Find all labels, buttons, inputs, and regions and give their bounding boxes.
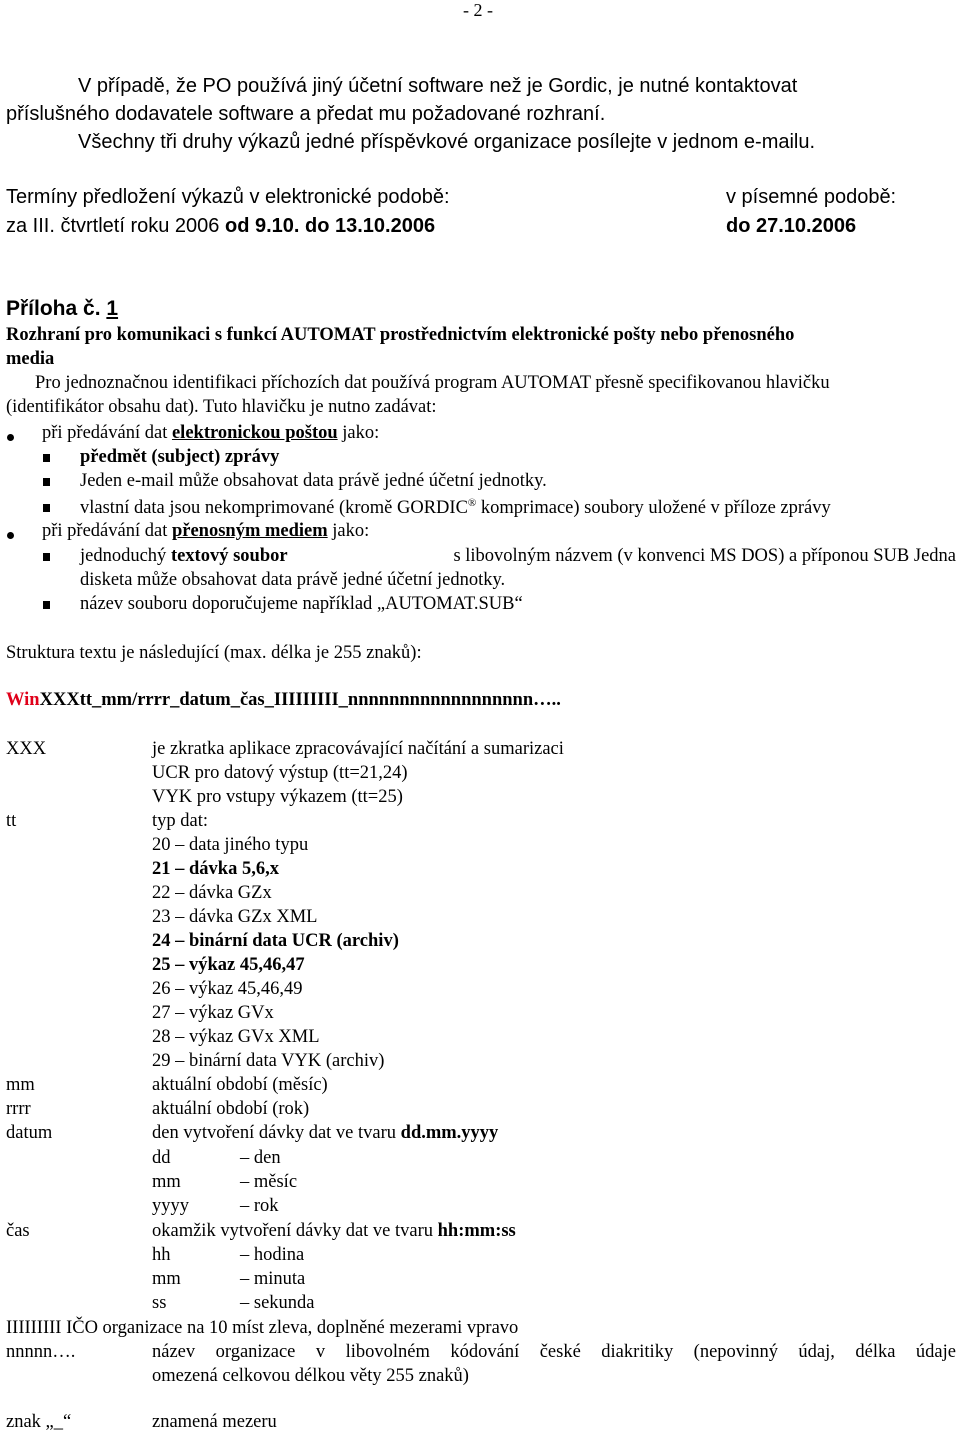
email-bullet-emphasis: elektronickou poštou [171,423,338,443]
media-item-1-line-2: disketa může obsahovat data právě jedné účetní jednotky. [80,570,506,590]
registered-mark-icon: ® [467,497,477,509]
email-bullet-prefix: při předávání dat [42,423,172,443]
terms-period-prefix: za III. čtvrtletí roku 2006 [6,215,225,237]
def-cas-part [152,1269,305,1290]
media-item-1-b: textový soubor [170,546,288,566]
def-term-datum: datum [6,1123,53,1143]
annex-para-line-1: Pro jednoznačnou identifikaci příchozích dat používá program AUTOMAT přesně specifikovanou hlavičku [35,373,830,393]
def-term-xxx: XXX [6,739,47,759]
structure-format [6,690,561,711]
def-tt-item-25: 25 – výkaz 45,46,47 [152,955,305,975]
terms-written-date: do 27.10.2006 [726,215,857,237]
intro-line-1: V případě, že PO používá jiný účetní software než je Gordic, je nutné kontaktovat [78,75,798,97]
annex-para-line-2: (identifikátor obsahu dat). Tuto hlavičku je nutno zadávat: [6,397,437,417]
def-term-cas: čas [6,1221,30,1241]
part-code: dd [152,1148,171,1168]
bullet-dot-icon [7,434,14,441]
part-text: – minuta [240,1269,306,1289]
structure-format-win: Win [6,690,40,710]
media-bullet [42,521,369,542]
email-item-3 [80,497,831,519]
def-tt-item-29: 29 – binární data VYK (archiv) [152,1051,385,1071]
square-bullet-icon [43,504,50,512]
part-text: – den [240,1148,281,1168]
def-mm: aktuální období (měsíc) [152,1075,328,1095]
def-cas-format: hh:mm:ss [437,1221,516,1241]
def-tt-item-22: 22 – dávka GZx [152,883,272,903]
intro-line-3: Všechny tři druhy výkazů jedné příspěvkové organizace posílejte v jednom e-mailu. [78,131,816,153]
intro-line-2: příslušného dodavatele software a předat mu požadované rozhraní. [6,103,606,125]
def-datum-format: dd.mm.yyyy [400,1123,499,1143]
part-code: ss [152,1293,167,1313]
part-text: – hodina [240,1245,305,1265]
def-term-nnnn: nnnnn…. [6,1342,76,1362]
terms-electronic-dates: od 9.10. do 13.10.2006 [224,215,436,237]
part-text: – měsíc [240,1172,298,1192]
page-number: - 2 - [463,0,493,20]
def-term-mm: mm [6,1075,35,1095]
email-bullet [42,423,379,444]
email-item-3-suffix: komprimace) soubory uložené v příloze zprávy [476,498,831,518]
def-cas [152,1221,516,1242]
def-tt-item-23: 23 – dávka GZx XML [152,907,318,927]
annex-title-number: 1 [106,297,119,320]
def-xxx-line-3: VYK pro vstupy výkazem (tt=25) [152,787,403,807]
def-tt-item-27: 27 – výkaz GVx [152,1003,274,1023]
def-term-rrrr: rrrr [6,1099,31,1119]
def-cas-part [152,1293,315,1314]
media-item-1 [80,546,956,567]
def-datum-part [152,1172,297,1193]
def-tt-item-28: 28 – výkaz GVx XML [152,1027,320,1047]
def-xxx-line-2: UCR pro datový výstup (tt=21,24) [152,763,408,783]
def-datum-part [152,1148,281,1169]
def-datum [152,1123,498,1144]
part-code: mm [152,1172,181,1192]
annex-heading-line-2: media [6,349,55,369]
def-datum-part [152,1196,279,1217]
def-znak: znamená mezeru [152,1412,277,1432]
media-bullet-prefix: při předávání dat [42,521,172,541]
def-nnnn-line-2: omezená celkovou délkou věty 255 znaků) [152,1366,469,1386]
email-item-3-prefix: vlastní data jsou nekomprimované (kromě GORDIC [80,498,468,518]
def-datum-prefix: den vytvoření dávky dat ve tvaru [152,1123,401,1143]
def-tt-item-21: 21 – dávka 5,6,x [152,859,279,879]
def-cas-prefix: okamžik vytvoření dávky dat ve tvaru [152,1221,438,1241]
media-bullet-suffix: jako: [327,521,370,541]
def-cas-part [152,1245,304,1266]
def-tt-item-26: 26 – výkaz 45,46,49 [152,979,303,999]
structure-format-rest: XXXtt_mm/rrrr_datum_čas_IIIIIIIII_nnnnnnnnnnnnnnnnnn….. [39,690,561,710]
part-text: – rok [240,1196,279,1216]
square-bullet-icon [43,553,50,561]
media-item-1-lead [80,546,288,567]
def-tt-item-24: 24 – binární data UCR (archiv) [152,931,399,951]
email-bullet-suffix: jako: [337,423,380,443]
def-tt-item-20: 20 – data jiného typu [152,835,309,855]
part-code: yyyy [152,1196,189,1216]
annex-title [6,297,118,321]
media-bullet-emphasis: přenosným mediem [171,521,328,541]
square-bullet-icon [43,454,50,462]
part-text: – sekunda [240,1293,315,1313]
part-code: mm [152,1269,181,1289]
def-rrrr: aktuální období (rok) [152,1099,310,1119]
structure-intro: Struktura textu je následující (max. délka je 255 znaků): [6,643,422,663]
media-item-1-c: s libovolným názvem (v konvenci MS DOS) a příponou SUB Jedna [453,546,956,566]
def-nnnn-line-1: název organizace v libovolném kódování české diakritiky (nepovinný údaj, délka údaje [152,1342,956,1362]
email-item-2: Jeden e-mail může obsahovat data právě jedné účetní jednotky. [80,471,547,491]
def-term-tt: tt [6,811,17,831]
square-bullet-icon [43,601,50,609]
def-ico: IIIIIIIII IČO organizace na 10 míst zleva, doplněné mezerami vpravo [6,1318,519,1338]
annex-title-prefix: Příloha č. [6,297,107,320]
media-item-1-a: jednoduchý [80,546,171,566]
media-item-2: název souboru doporučujeme například „AUTOMAT.SUB“ [80,594,523,614]
terms-period [6,215,435,238]
def-tt-head: typ dat: [152,811,209,831]
def-xxx-line-1: je zkratka aplikace zpracovávající načítání a sumarizaci [152,739,564,759]
part-code: hh [152,1245,171,1265]
bullet-dot-icon [7,532,14,539]
annex-heading-line-1: Rozhraní pro komunikaci s funkcí AUTOMAT prostřednictvím elektronické pošty nebo přenosného [6,325,795,345]
square-bullet-icon [43,478,50,486]
terms-written-label: v písemné podobě: [726,186,897,208]
email-item-1: předmět (subject) zprávy [80,447,280,467]
def-term-znak: znak „_“ [6,1412,72,1432]
terms-electronic-label: Termíny předložení výkazů v elektronické podobě: [6,186,450,208]
